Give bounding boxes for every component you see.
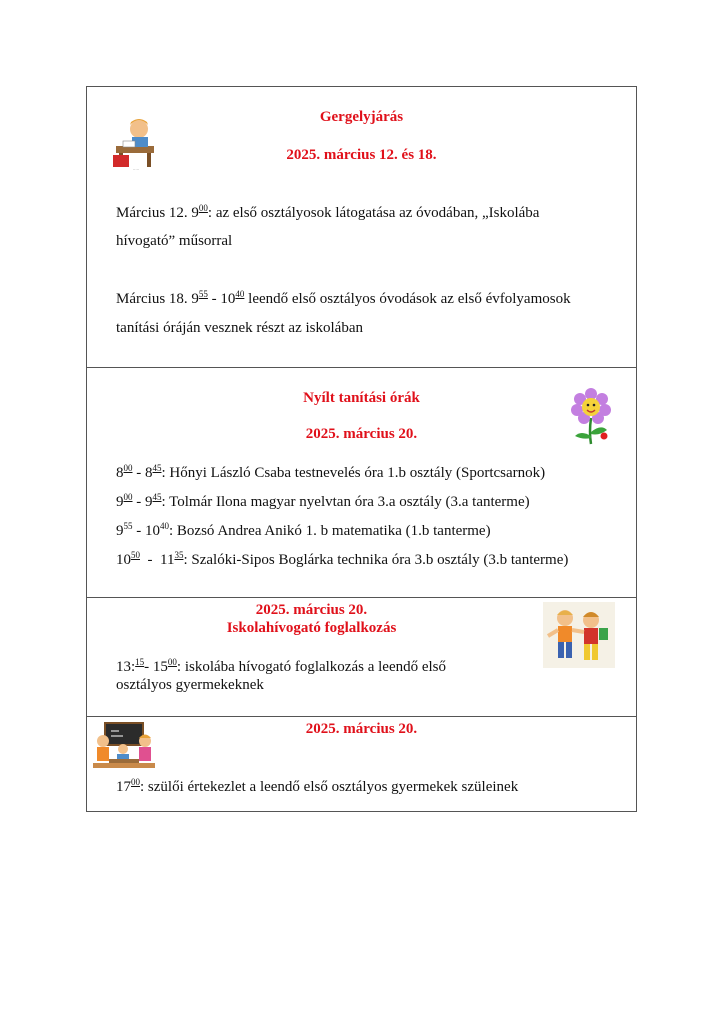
- section-szuloi-ertekezlet: [87, 716, 636, 813]
- nyilt-orak-date: 2025. március 20.: [305, 426, 418, 442]
- gergelyjaras-line-3: Március 18. $9^{55} - 10^{40}$ leendő első osztályos óvodások az első évfolyamosok: [116, 289, 571, 307]
- gergelyjaras-date: 2025. március 12. és 18.: [286, 147, 437, 163]
- section-iskolahivogato: [87, 597, 636, 717]
- nyilt-orak-title: Nyílt tanítási órák: [303, 390, 420, 406]
- schedule-row: $10^{50} - 11^{35}$: Szalóki-Sipos Boglárka technika óra 3.b osztály (3.b tanterme): [116, 550, 569, 568]
- gergelyjaras-title: Gergelyjárás: [319, 109, 404, 125]
- program-table: [86, 86, 637, 812]
- iskolahivogato-line-2: osztályos gyermekeknek: [116, 677, 264, 693]
- szuloi-line: $17^{00}$: szülői értekezlet a leendő első osztályos gyermekek szüleinek: [116, 777, 519, 795]
- szuloi-date: 2025. március 20.: [305, 721, 418, 737]
- iskolahivogato-title: Iskolahívogató foglalkozás: [226, 620, 397, 636]
- gergelyjaras-line-4: tanítási óráján vesznek részt az iskolában: [116, 320, 363, 336]
- iskolahivogato-line-1: 13:$^{15}$- $15^{00}$: iskolába hívogató foglalkozás a leendő első: [116, 657, 447, 675]
- schedule-row: $9^{00} - 9^{45}$: Tolmár Ilona magyar nyelvtan óra 3.a osztály (3.a tanterme): [116, 492, 530, 510]
- gergelyjaras-line-1: Március 12. $9^{00}$: az első osztályosok látogatása az óvodában, „Iskolába: [116, 203, 540, 221]
- section-nyilt-orak: [87, 367, 636, 597]
- schedule-row: $9^{55} - 10^{40}$: Bozsó Andrea Anikó 1. b matematika (1.b tanterme): [116, 521, 491, 539]
- schedule-row: $8^{00} - 8^{45}$: Hőnyi László Csaba testnevelés óra 1.b osztály (Sportcsarnok): [116, 463, 546, 481]
- svg-text:·····: ·····: [132, 167, 140, 172]
- gergelyjaras-line-2: hívogató” műsorral: [116, 233, 233, 249]
- section-gergelyjaras: [87, 87, 636, 367]
- iskolahivogato-date: 2025. március 20.: [255, 602, 368, 618]
